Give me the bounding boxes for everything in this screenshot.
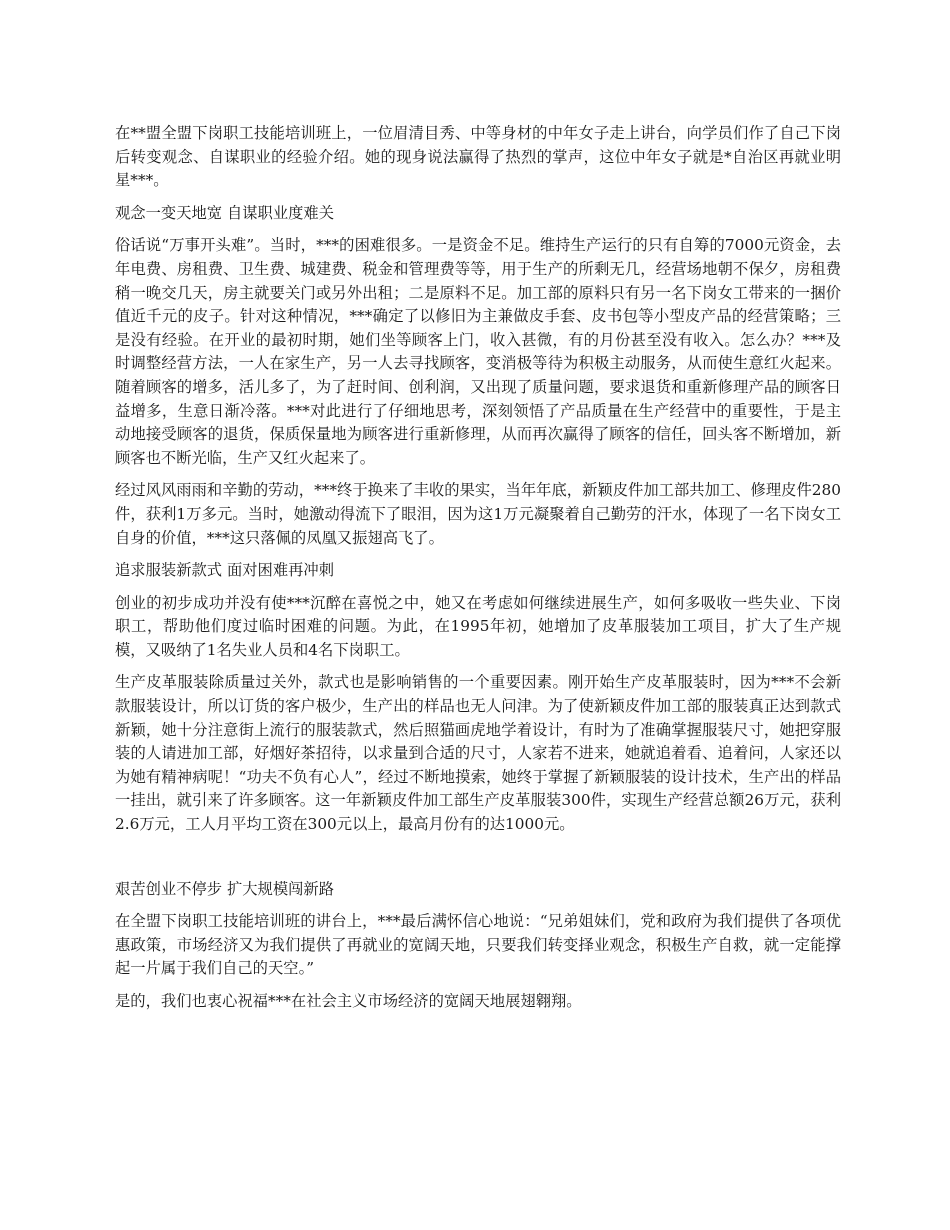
section-heading-3: 艰苦创业不停步 扩大规模闯新路 xyxy=(115,879,335,898)
section-heading-1: 观念一变天地宽 自谋职业度难关 xyxy=(115,203,335,222)
article-body xyxy=(115,122,841,1023)
section1-paragraph-2: 经过风风雨雨和辛勤的劳动，***终于换来了丰收的果实，当年年底，新颖皮件加工部共加工、修理皮件280件，获利1万多元。当时，她激动得流下了眼泪，因为这1万元凝聚着自己勤劳的汗水，体现了一名下岗女工自身的价值，***这只落佩的凤凰又振翅高飞了。 xyxy=(115,481,841,547)
section3-paragraph-2: 是的，我们也衷心祝福***在社会主义市场经济的宽阔天地展翅翱翔。 xyxy=(115,992,582,1010)
blank-spacer xyxy=(115,846,841,878)
section2-paragraph-1: 创业的初步成功并没有使***沉醉在喜悦之中，她又在考虑如何继续进展生产，如何多吸收一些失业、下岗职工，帮助他们度过临时困难的问题。为此，在1995年初，她增加了皮革服装加工项目，扩大了生产规模，又吸纳了1名失业人员和4名下岗职工。 xyxy=(115,593,841,659)
section2-paragraph-2: 生产皮革服装除质量过关外，款式也是影响销售的一个重要因素。刚开始生产皮革服装时，因为***不会新款服装设计，所以订货的客户极少，生产出的样品也无人问津。为了使新颖皮件加工部的服装真正达到款式新颖，她十分注意街上流行的服装款式，然后照猫画虎地学着设计，有时为了准确掌握服装尺寸，她把穿服装的人请进加工部，好烟好茶招待，以求量到合适的尺寸，人家若不进来，她就追着看、追着问，人家还以为她有精神病呢！“功夫不负有心人”，经过不断地摸索，她终于掌握了新颖服装的设计技术，生产出的样品一挂出，就引来了许多顾客。这一年新颖皮件加工部生产皮革服装300件，实现生产经营总额26万元，获利2.6万元，工人月平均工资在300元以上，最高月份有的达1000元。 xyxy=(115,673,841,834)
section1-paragraph-1: 俗话说“万事开头难”。当时，***的困难很多。一是资金不足。维持生产运行的只有自筹的7000元资金，去年电费、房租费、卫生费、城建费、税金和管理费等等，用于生产的所剩无几，经营场地朝不保夕，房租费稍一晚交几天，房主就要关门或另外出租；二是原料不足。加工部的原料只有另一名下岗女工带来的一捆价值近千元的皮子。针对这种情况，***确定了以修旧为主兼做皮手套、皮书包等小型皮产品的经营策略；三是没有经验。在开业的最初时期，她们坐等顾客上门，收入甚微，有的月份甚至没有收入。怎么办？***及时调整经营方法，一人在家生产，另一人去寻找顾客，变消极等待为积极主动服务，从而使生意红火起来。随着顾客的增多，活儿多了，为了赶时间、创利润，又出现了质量问题，要求退货和重新修理产品的顾客日益增多，生意日渐冷落。***对此进行了仔细地思考，深刻领悟了产品质量在生产经营中的重要性，于是主动地接受顾客的退货，保质保量地为顾客进行重新修理，从而再次赢得了顾客的信任，回头客不断增加，新顾客也不断光临，生产又红火起来了。 xyxy=(115,236,841,467)
section-heading-2: 追求服装新款式 面对困难再冲刺 xyxy=(115,561,335,580)
intro-paragraph: 在**盟全盟下岗职工技能培训班上，一位眉清目秀、中等身材的中年女子走上讲台，向学员们作了自己下岗后转变观念、自谋职业的经验介绍。她的现身说法赢得了热烈的掌声，这位中年女子就是*自治区再就业明星***。 xyxy=(115,124,841,190)
section3-paragraph-1: 在全盟下岗职工技能培训班的讲台上，***最后满怀信心地说：“兄弟姐妹们，党和政府为我们提供了各项优惠政策，市场经济又为我们提供了再就业的宽阔天地，只要我们转变择业观念，积极生产自救，就一定能撑起一片属于我们自己的天空。” xyxy=(115,912,841,978)
